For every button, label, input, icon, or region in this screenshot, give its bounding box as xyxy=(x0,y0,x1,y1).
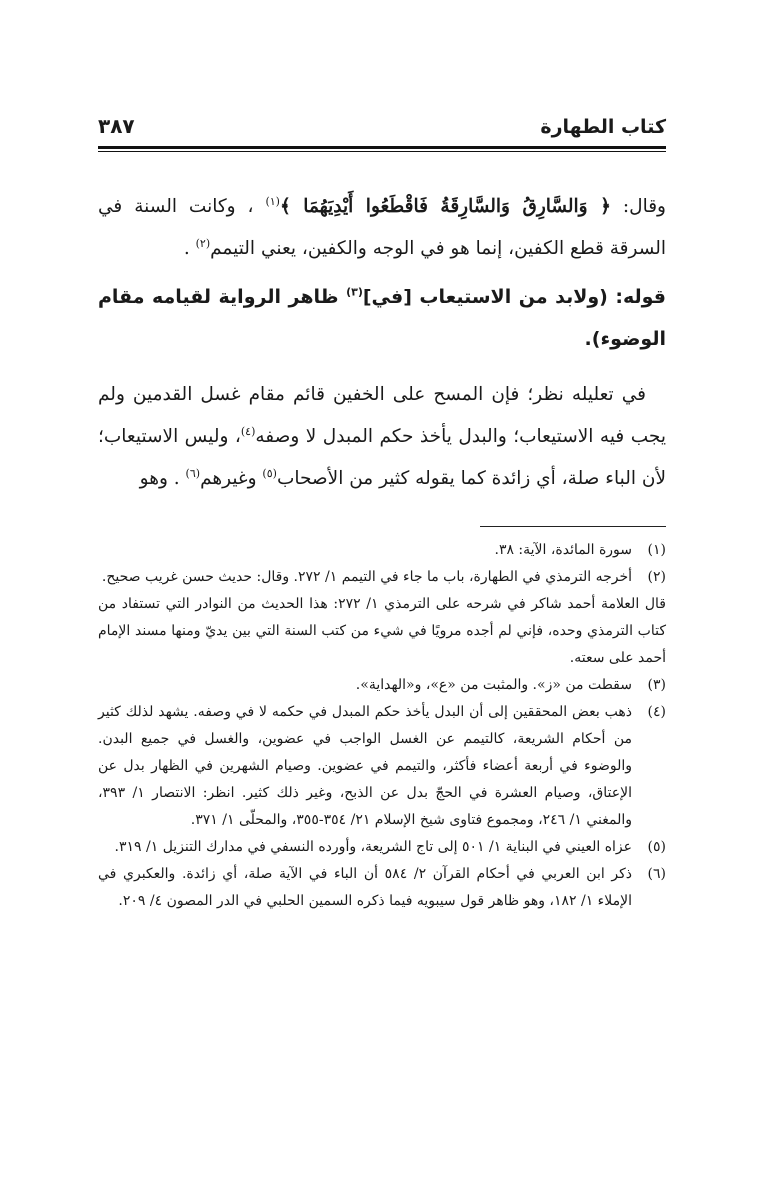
footnote xyxy=(98,861,666,915)
footnote-ref[interactable]: (٥) xyxy=(262,466,277,480)
header-rule xyxy=(98,146,666,149)
footnote-ref[interactable]: (٦) xyxy=(185,466,201,480)
paragraph-end: . وهو xyxy=(139,468,180,489)
footnote xyxy=(98,834,666,861)
footnote xyxy=(98,537,666,564)
intro-text: وقال: xyxy=(610,196,666,217)
footnote-number: (٣) xyxy=(647,677,666,693)
footnote-text: أخرجه الترمذي في الطهارة، باب ما جاء في التيمم ١/ ٢٧٢. وقال: حديث حسن غريب صحيح. xyxy=(101,569,632,585)
heading-text: قوله: (ولابد من الاستيعاب [في] xyxy=(362,286,666,308)
footnote-number: (٥) xyxy=(647,839,666,855)
paragraph-text-mid: ، وليس الاستيعاب؛ لأن الباء صلة، أي زائدة كما يقوله كثير من الأصحاب xyxy=(98,426,666,489)
paragraph-text-mid2: وغيرهم xyxy=(200,468,257,489)
paragraph-quote xyxy=(98,186,666,270)
paragraph-end: . xyxy=(183,238,190,259)
paragraph-commentary xyxy=(98,374,666,500)
running-header xyxy=(98,108,666,138)
footnote-ref[interactable]: (٣) xyxy=(346,285,363,299)
footnote-number: (١) xyxy=(647,542,666,558)
paragraph-text: ، وكانت السنة في السرقة قطع الكفين، إنما هو في الوجه والكفين، يعني التيمم xyxy=(98,196,666,259)
footnote-text: عزاه العيني في البناية ١/ ٥٠١ إلى تاج الشريعة، وأورده النسفي في مدارك التنزيل ١/ ٣١٩. xyxy=(114,839,632,855)
header-rule-thin xyxy=(98,151,666,152)
quran-verse: ﴿ وَالسَّارِقُ وَالسَّارِقَةُ فَاقْطَعُوا أَيْدِيَهُمَا ﴾ xyxy=(279,196,611,217)
footnote-text: سورة المائدة، الآية: ٣٨. xyxy=(494,542,632,558)
footnote-number: (٤) xyxy=(647,704,666,720)
footnote xyxy=(98,564,666,591)
footnote-continuation: قال العلامة أحمد شاكر في شرحه على الترمذي ١/ ٢٧٢: هذا الحديث من النوادر التي تستفاد من كتاب الترمذي وحده، فإني لم أجده مرويًا في شيء من كتب السنة التي بين يديّ ومنها مسند الإمام أحمد على سعته. xyxy=(98,596,666,666)
footnote-number: (٦) xyxy=(647,866,666,882)
footnote-ref[interactable]: (١) xyxy=(265,194,280,208)
main-text xyxy=(98,186,666,500)
footnote-text: ذكر ابن العربي في أحكام القرآن ٢/ ٥٨٤ أن الباء في الآية صلة، أي زائدة. والعكبري في الإملاء ١/ ١٨٢، وهو ظاهر قول سيبويه فيما ذكره السمين الحلبي في الدر المصون ٤/ ٢٠٩. xyxy=(98,866,633,909)
footnote-number: (٢) xyxy=(647,569,666,585)
footnote-text: ذهب بعض المحققين إلى أن البدل يأخذ حكم المبدل في حكمه لا في وصفه. يشهد لذلك كثير من أحكام الشريعة، كالتيمم عن الغسل الواجب في عضوين، والغسل في جميع البدن. والوضوء في أربعة أعضاء فأكثر، والتيمم في عضوين. وصيام الشهرين في الظهار بدل عن الإعتاق، وصيام العشرة في الحجّ بدل عن الذبح، وغير ذلك كثير. انظر: الانتصار ١/ ٣٩٣، والمغني ١/ ٢٤٦، ومجموع فتاوى شيخ الإسلام ٢١/ ٣٥٤-٣٥٥، والمحلّى ١/ ٣٧١. xyxy=(98,704,632,828)
paragraph-heading xyxy=(98,276,666,360)
footnote xyxy=(98,699,666,834)
heading-text-rest: ظاهر الرواية لقيامه مقام الوضوء). xyxy=(98,286,666,350)
footnote-text: سقطت من «ز». والمثبت من «ع»، و«الهداية». xyxy=(355,677,632,693)
book-page xyxy=(98,108,666,915)
footnote-ref[interactable]: (٢) xyxy=(195,236,211,250)
footnote-ref[interactable]: (٤) xyxy=(240,424,256,438)
footnote-separator xyxy=(480,526,666,527)
footnotes xyxy=(98,537,666,915)
page-number: ٣٨٧ xyxy=(98,114,135,138)
chapter-title: كتاب الطهارة xyxy=(540,116,666,138)
paragraph-text: في تعليله نظر؛ فإن المسح على الخفين قائم مقام غسل القدمين ولم يجب فيه الاستيعاب؛ والبدل يأخذ حكم المبدل لا وصفه xyxy=(98,384,666,447)
footnote xyxy=(98,672,666,699)
